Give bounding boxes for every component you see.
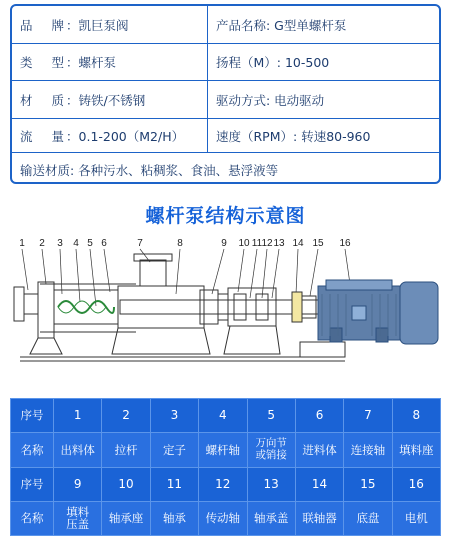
- callout-number: 10: [238, 238, 250, 249]
- callout-number: 9: [221, 238, 227, 249]
- callout-leader: [310, 249, 318, 296]
- spec-label: 流: [20, 128, 33, 144]
- part-number: 7: [344, 399, 391, 432]
- callout-leader: [22, 249, 28, 290]
- callout-number: 3: [57, 238, 63, 249]
- part-number: 9: [54, 468, 101, 501]
- callout-number: 7: [137, 238, 143, 249]
- part-number: 12: [199, 468, 246, 501]
- spec-value: 铸铁/不锈钢: [78, 92, 146, 108]
- part-number: 3: [151, 399, 198, 432]
- spec-value: 驱动方式: 电动驱动: [216, 92, 325, 108]
- spec-label: 品: [20, 17, 33, 33]
- part-name: 轴承: [151, 502, 198, 535]
- callout-leader: [42, 249, 46, 284]
- spec-label: 质: [51, 92, 64, 108]
- callout-number: 16: [339, 238, 351, 249]
- row-header: 名称: [11, 502, 53, 535]
- part-number: 13: [248, 468, 295, 501]
- spec-value: 输送材质: 各种污水、粘稠浆、食油、悬浮液等: [20, 162, 279, 178]
- part-number: 14: [296, 468, 343, 501]
- part-number: 1: [54, 399, 101, 432]
- callout-number: 11: [251, 238, 263, 249]
- callout-number: 2: [39, 238, 45, 249]
- spec-label: 牌: [51, 17, 64, 33]
- motor-illustration: [318, 280, 438, 344]
- pump-structure-diagram: [0, 232, 451, 392]
- callout-number: 12: [261, 238, 273, 249]
- spec-row-media: [12, 152, 439, 184]
- callout-leader: [296, 249, 298, 294]
- spec-value: 产品名称: G型单螺杆泵: [216, 17, 347, 33]
- part-name: 定子: [151, 433, 198, 466]
- part-name: 进料体: [296, 433, 343, 466]
- part-number: 4: [199, 399, 246, 432]
- part-number: 11: [151, 468, 198, 501]
- part-name: 电机: [393, 502, 440, 535]
- callout-leader: [76, 249, 80, 302]
- callout-leader: [90, 249, 96, 306]
- spec-value: 螺杆泵: [78, 55, 117, 70]
- part-name: 填料压盖: [54, 502, 101, 535]
- spec-label: 型: [51, 55, 64, 70]
- part-number: 2: [102, 399, 149, 432]
- part-name: 传动轴: [199, 502, 246, 535]
- spec-value: 扬程（M）: 10-500: [216, 55, 330, 70]
- spec-value: 速度（RPM）: 转速80-960: [216, 128, 371, 144]
- spec-row-type: 类 型 ： 螺杆泵 扬程（M）: 10-500: [12, 43, 439, 80]
- spec-value: 凯巨泵阀: [78, 17, 129, 33]
- part-number: 10: [102, 468, 149, 501]
- spec-label: 材: [20, 92, 33, 108]
- callout-leader: [250, 249, 257, 298]
- spec-table: [10, 4, 441, 184]
- part-name: 拉杆: [102, 433, 149, 466]
- part-name: 万向节或销接: [248, 433, 295, 466]
- row-header: 序号: [11, 399, 53, 432]
- part-number: 15: [344, 468, 391, 501]
- part-number: 16: [393, 468, 440, 501]
- spec-row-flow: 流 量 ： 0.1-200（M2/H） 速度（RPM）: 转速80-960: [12, 118, 439, 152]
- callout-leader: [212, 249, 224, 294]
- part-name: 填料座: [393, 433, 440, 466]
- part-name: 螺杆轴: [199, 433, 246, 466]
- parts-table: [10, 398, 441, 536]
- part-name: 连接轴: [344, 433, 391, 466]
- part-name: 轴承座: [102, 502, 149, 535]
- callout-number: 4: [73, 238, 79, 249]
- callout-number: 15: [312, 238, 324, 249]
- callout-leader: [176, 249, 180, 294]
- callout-leader: [262, 249, 267, 298]
- part-name: 底盘: [344, 502, 391, 535]
- spec-value: 0.1-200（M2/H）: [78, 128, 185, 144]
- callout-leader: [60, 249, 62, 294]
- part-name: 轴承盖: [248, 502, 295, 535]
- row-header: 序号: [11, 468, 53, 501]
- callout-number: 1: [19, 238, 25, 249]
- spec-row-brand: 品 牌 ： 凯巨泵阀 产品名称: G型单螺杆泵: [12, 6, 439, 43]
- spec-label: 类: [20, 55, 33, 70]
- callout-leader: [345, 249, 350, 284]
- callout-number: 8: [177, 238, 183, 249]
- callout-number: 5: [87, 238, 93, 249]
- part-number: 5: [248, 399, 295, 432]
- spec-label: 量: [51, 128, 64, 144]
- callout-leader: [104, 249, 110, 292]
- callout-number: 14: [292, 238, 304, 249]
- part-number: 8: [393, 399, 440, 432]
- part-name: 联轴器: [296, 502, 343, 535]
- callout-number: 6: [101, 238, 107, 249]
- part-number: 6: [296, 399, 343, 432]
- row-header: 名称: [11, 433, 53, 466]
- callout-leader: [238, 249, 244, 292]
- part-name: 出料体: [54, 433, 101, 466]
- callout-number: 13: [273, 238, 285, 249]
- diagram-title: 螺杆泵结构示意图: [145, 205, 306, 227]
- spec-row-material: 材 质 ： 铸铁/不锈钢 驱动方式: 电动驱动: [12, 80, 439, 118]
